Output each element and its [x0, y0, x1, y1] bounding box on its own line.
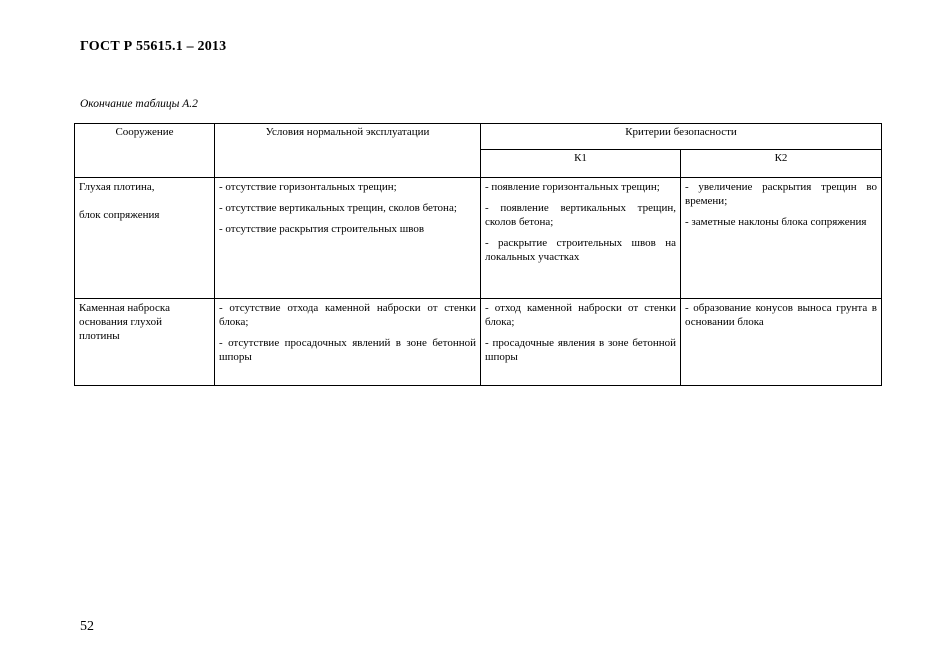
condition-item: - отсутствие горизонтальных трещин; — [219, 181, 397, 193]
k2-item: - увеличение раскрытия трещин во времени; — [685, 181, 878, 207]
column-header-k1: К1 — [481, 150, 681, 178]
document-code: ГОСТ Р 55615.1 – 2013 — [80, 39, 227, 54]
safety-criteria-table — [74, 123, 882, 386]
cell-conditions — [215, 299, 481, 386]
k1-item: - просадочные явления в зоне бетонной шпоры — [485, 337, 676, 363]
column-header-conditions: Условия нормальной эксплуатации — [215, 124, 481, 178]
structure-text: блок сопряжения — [79, 209, 160, 221]
structure-text: Каменная наброска основания глухой плотины — [79, 302, 170, 342]
k1-item: - отход каменной наброски от стенки блока; — [485, 302, 676, 328]
cell-k2 — [681, 178, 882, 299]
condition-item: - отсутствие вертикальных трещин, сколов бетона; — [219, 202, 457, 214]
table-caption: Окончание таблицы А.2 — [80, 98, 198, 110]
column-header-k2: К2 — [681, 150, 882, 178]
condition-item: - отсутствие отхода каменной наброски от стенки блока; — [219, 302, 476, 328]
k2-item: - образование конусов выноса грунта в основании блока — [685, 302, 878, 328]
page-number: 52 — [80, 619, 94, 634]
column-header-criteria: Критерии безопасности — [481, 124, 882, 150]
structure-text: Глухая плотина, — [79, 181, 155, 193]
k1-item: - появление горизонтальных трещин; — [485, 181, 660, 193]
cell-k1 — [481, 299, 681, 386]
k1-item: - появление вертикальных трещин, сколов бетона; — [485, 202, 676, 228]
cell-conditions — [215, 178, 481, 299]
k2-item: - заметные наклоны блока сопряжения — [685, 216, 867, 228]
cell-structure — [75, 178, 215, 299]
cell-structure — [75, 299, 215, 386]
table-row — [75, 299, 882, 386]
cell-k2 — [681, 299, 882, 386]
table-header-row — [75, 124, 882, 150]
table-row — [75, 178, 882, 299]
cell-k1 — [481, 178, 681, 299]
condition-item: - отсутствие раскрытия строительных швов — [219, 223, 425, 235]
column-header-structure: Сооружение — [75, 124, 215, 178]
condition-item: - отсутствие просадочных явлений в зоне бетонной шпоры — [219, 337, 476, 363]
k1-item: - раскрытие строительных швов на локальных участках — [485, 237, 676, 263]
